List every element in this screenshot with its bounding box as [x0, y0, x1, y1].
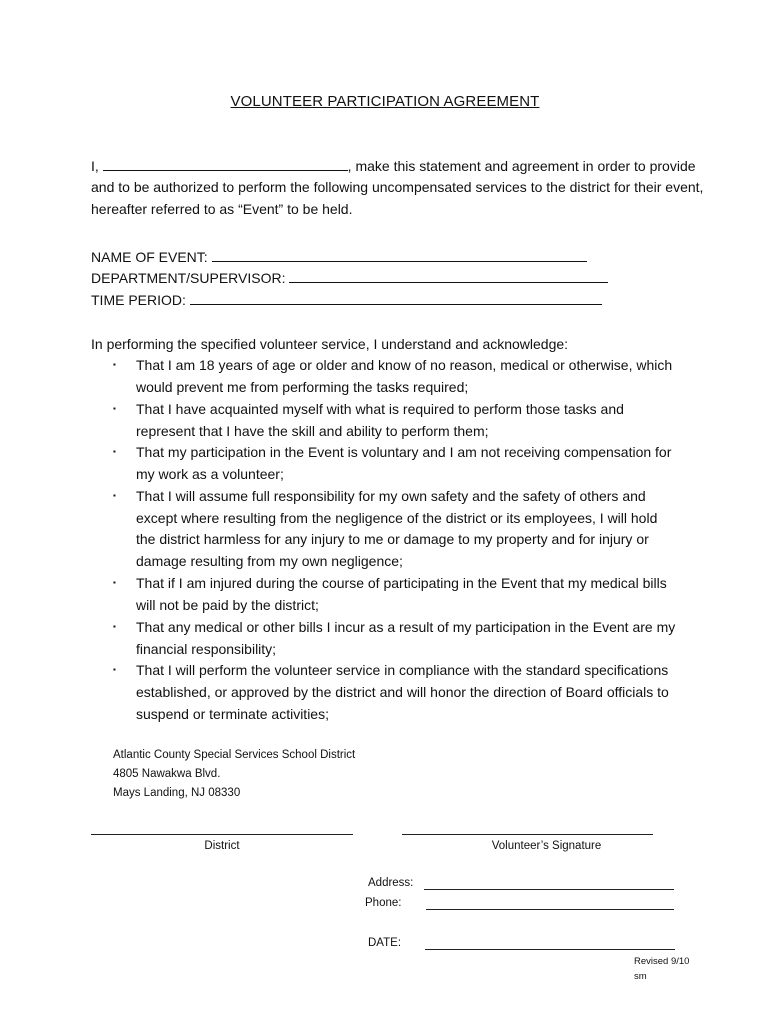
volunteer-signature-line[interactable]: [402, 834, 653, 835]
time-period-row: [91, 291, 602, 308]
date-line[interactable]: [425, 949, 675, 950]
event-name-blank[interactable]: [212, 248, 587, 262]
event-name-row: [91, 248, 587, 265]
bullet-marker: ▪: [113, 665, 116, 674]
bullet-marker: ▪: [113, 578, 116, 587]
department-blank[interactable]: [289, 269, 608, 283]
acknowledge-intro: In performing the specified volunteer service, I understand and acknowledge:: [91, 336, 569, 352]
district-city: Mays Landing, NJ 08330: [113, 787, 241, 799]
bullet-2-line-1: That I have acquainted myself with what is required to perform those tasks and: [136, 401, 624, 417]
document-title: VOLUNTEER PARTICIPATION AGREEMENT: [230, 93, 540, 110]
intro-line-1: [91, 157, 696, 174]
bullet-4-line-2: except where resulting from the negligence of the district or its employees, I will hold: [136, 510, 658, 526]
volunteer-signature-label: Volunteer’s Signature: [491, 840, 602, 852]
bullet-4-line-3: the district harmless for any injury to me or damage to my property and for injury or: [136, 531, 649, 547]
bullet-1-line-1: That I am 18 years of age or older and know of no reason, medical or otherwise, which: [136, 357, 673, 373]
bullet-7-line-3: suspend or terminate activities;: [136, 706, 329, 722]
intro-line-3: hereafter referred to as “Event” to be held.: [91, 201, 353, 217]
bullet-marker: ▪: [113, 360, 116, 369]
intro-line-1-rest: , make this statement and agreement in order to provide: [347, 158, 696, 174]
bullet-marker: ▪: [113, 491, 116, 500]
time-period-label: TIME PERIOD:: [91, 292, 186, 308]
bullet-5-line-2: will not be paid by the district;: [136, 597, 319, 613]
date-label: DATE:: [368, 937, 402, 949]
district-name: Atlantic County Special Services School District: [113, 749, 356, 761]
district-street: 4805 Nawakwa Blvd.: [113, 768, 221, 780]
bullet-5-line-1: That if I am injured during the course of participating in the Event that my medical bills: [136, 575, 667, 591]
intro-prefix: I,: [91, 158, 99, 174]
volunteer-name-blank[interactable]: [103, 157, 348, 171]
bullet-2-line-2: represent that I have the skill and ability to perform them;: [136, 423, 489, 439]
address-line[interactable]: [424, 889, 674, 890]
bullet-4-line-4: damage resulting from my own negligence;: [136, 553, 403, 569]
bullet-7-line-1: That I will perform the volunteer service in compliance with the standard specifications: [136, 662, 669, 678]
bullet-6-line-2: financial responsibility;: [136, 641, 277, 657]
time-period-blank[interactable]: [190, 291, 602, 305]
district-signature-line[interactable]: [91, 834, 353, 835]
bullet-marker: ▪: [113, 447, 116, 456]
bullet-3-line-2: my work as a volunteer;: [136, 466, 284, 482]
department-label: DEPARTMENT/SUPERVISOR:: [91, 270, 286, 286]
intro-line-2: and to be authorized to perform the following uncompensated services to the district for their event,: [91, 179, 704, 195]
address-label: Address:: [368, 877, 414, 889]
phone-line[interactable]: [426, 909, 674, 910]
bullet-3-line-1: That my participation in the Event is voluntary and I am not receiving compensation for: [136, 444, 672, 460]
phone-label: Phone:: [365, 897, 402, 909]
department-row: [91, 269, 608, 286]
bullet-marker: ▪: [113, 622, 116, 631]
bullet-7-line-2: established, or approved by the district and will honor the direction of Board officials to: [136, 684, 669, 700]
bullet-4-line-1: That I will assume full responsibility for my own safety and the safety of others and: [136, 488, 646, 504]
revised-note: Revised 9/10: [634, 956, 690, 967]
revised-initials: sm: [634, 971, 647, 982]
bullet-6-line-1: That any medical or other bills I incur as a result of my participation in the Event are my: [136, 619, 676, 635]
bullet-marker: ▪: [113, 404, 116, 413]
event-name-label: NAME OF EVENT:: [91, 249, 208, 265]
bullet-1-line-2: would prevent me from performing the tasks required;: [136, 379, 469, 395]
district-signature-label: District: [204, 840, 240, 852]
